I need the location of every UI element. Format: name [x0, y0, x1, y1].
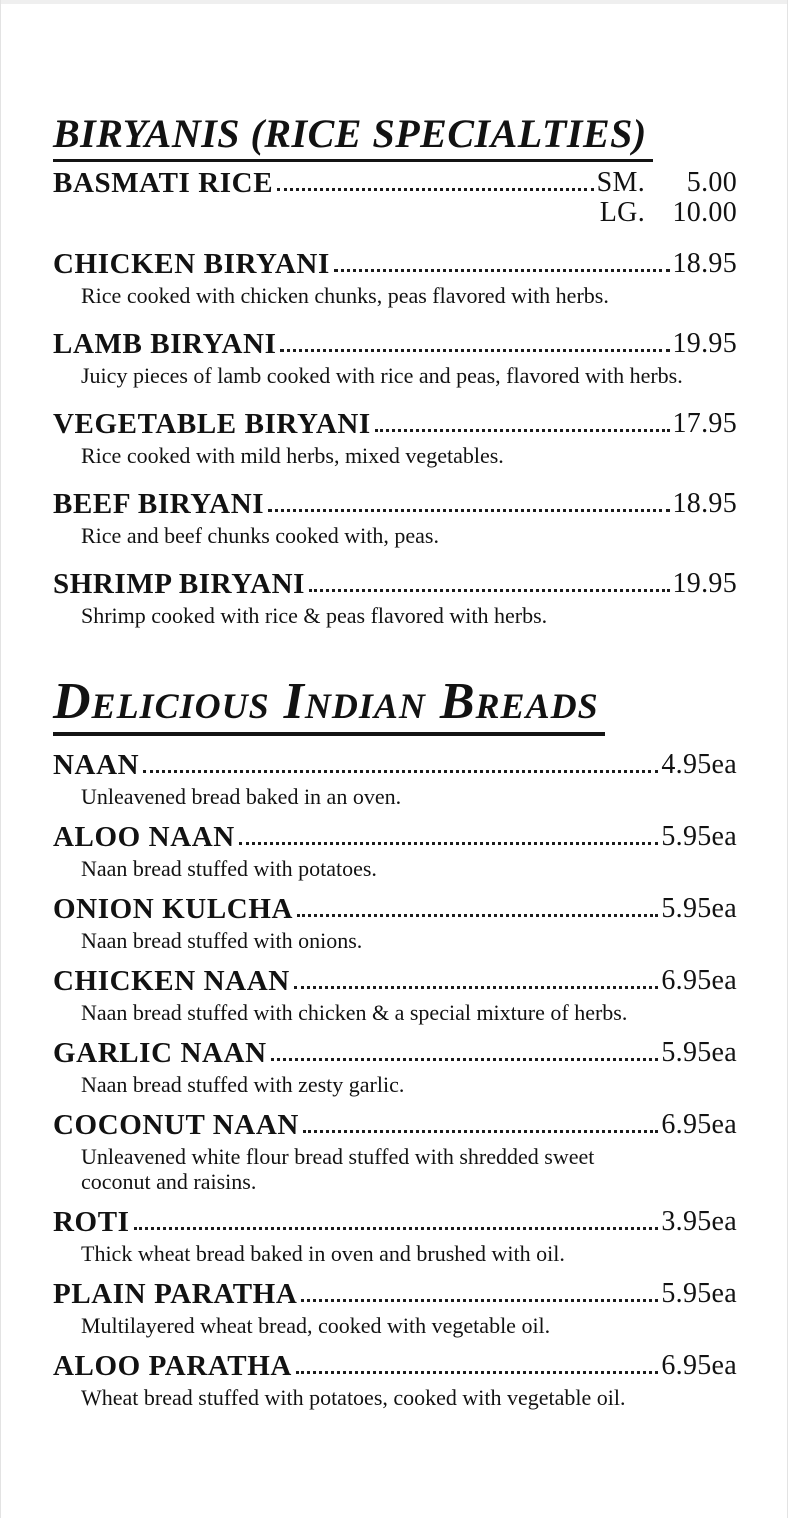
section-biryanis	[53, 112, 737, 628]
item-row	[53, 1279, 737, 1309]
menu-item-vegetable-biryani	[53, 409, 737, 468]
section-title-wrap	[53, 112, 737, 162]
item-row	[53, 489, 737, 519]
dotted-leader	[134, 1227, 659, 1230]
item-name: GARLIC NAAN	[53, 1037, 267, 1069]
menu-item-basmati-rice	[53, 168, 737, 228]
item-row	[53, 1207, 737, 1237]
item-description: Multilayered wheat bread, cooked with vegetable oil.	[81, 1313, 551, 1338]
item-price: 4.95ea	[661, 749, 737, 780]
dotted-leader	[296, 1371, 658, 1374]
item-price: 6.95ea	[661, 1350, 737, 1381]
section-title-biryanis: BIRYANIS (RICE SPECIALTIES)	[53, 112, 653, 162]
item-name: ALOO NAAN	[53, 821, 235, 853]
item-row	[53, 750, 737, 780]
item-description: Naan bread stuffed with potatoes.	[81, 856, 377, 881]
item-price: 18.95	[672, 488, 737, 519]
item-name: SHRIMP BIRYANI	[53, 568, 306, 600]
item-price: 5.95ea	[661, 1037, 737, 1068]
dotted-leader	[271, 1058, 659, 1061]
item-name: LAMB BIRYANI	[53, 328, 277, 360]
item-description: Naan bread stuffed with chicken & a special mixture of herbs.	[81, 1000, 628, 1025]
item-price: 17.95	[672, 408, 737, 439]
dotted-leader	[303, 1130, 658, 1133]
menu-item-coconut-naan	[53, 1110, 737, 1194]
item-price: 5.95ea	[661, 1278, 737, 1309]
menu-item-plain-paratha	[53, 1279, 737, 1338]
item-row	[53, 409, 737, 439]
item-row	[53, 1038, 737, 1068]
item-row	[53, 329, 737, 359]
item-name: BASMATI RICE	[53, 167, 274, 199]
section-title-wrap	[53, 673, 737, 736]
menu-item-naan	[53, 750, 737, 809]
item-row	[53, 894, 737, 924]
menu-item-beef-biryani	[53, 489, 737, 548]
item-row	[53, 966, 737, 996]
item-name: CHICKEN BIRYANI	[53, 248, 330, 280]
item-price: 3.95ea	[661, 1206, 737, 1237]
item-row	[53, 168, 737, 198]
item-row	[53, 249, 737, 279]
dotted-leader	[297, 914, 658, 917]
item-description: Rice and beef chunks cooked with, peas.	[81, 523, 439, 548]
menu-item-lamb-biryani	[53, 329, 737, 388]
item-name: PLAIN PARATHA	[53, 1278, 298, 1310]
item-price: 18.95	[672, 248, 737, 279]
menu-item-chicken-biryani	[53, 249, 737, 308]
section-title-breads: Delicious Indian Breads	[53, 676, 605, 736]
item-description: Thick wheat bread baked in oven and brushed with oil.	[81, 1241, 565, 1266]
item-row-size-large	[53, 198, 737, 228]
item-price: 19.95	[672, 328, 737, 359]
item-row	[53, 569, 737, 599]
item-row	[53, 1110, 737, 1140]
item-name: NAAN	[53, 749, 140, 781]
item-description: Shrimp cooked with rice & peas flavored with herbs.	[81, 603, 548, 628]
item-price: 19.95	[672, 568, 737, 599]
menu-item-aloo-paratha	[53, 1351, 737, 1410]
item-description: Rice cooked with chicken chunks, peas flavored with herbs.	[81, 283, 609, 308]
item-name: BEEF BIRYANI	[53, 488, 265, 520]
menu-content	[1, 0, 787, 1410]
dotted-leader	[277, 188, 593, 191]
menu-item-shrimp-biryani	[53, 569, 737, 628]
size-label-small: SM.	[596, 167, 645, 198]
item-name: ONION KULCHA	[53, 893, 294, 925]
item-price-small: 5.00	[686, 167, 737, 198]
item-price: 5.95ea	[661, 821, 737, 852]
item-description: Unleavened white flour bread stuffed with shredded sweet coconut and raisins.	[81, 1144, 595, 1194]
item-name: ALOO PARATHA	[53, 1350, 292, 1382]
item-price-large: 10.00	[672, 197, 737, 228]
item-description: Juicy pieces of lamb cooked with rice and peas, flavored with herbs.	[81, 363, 683, 388]
menu-item-roti	[53, 1207, 737, 1266]
item-row	[53, 1351, 737, 1381]
item-name: CHICKEN NAAN	[53, 965, 290, 997]
item-name: VEGETABLE BIRYANI	[53, 408, 371, 440]
dotted-leader	[301, 1299, 658, 1302]
item-row	[53, 822, 737, 852]
size-label-large: LG.	[599, 197, 645, 228]
item-name: ROTI	[53, 1206, 130, 1238]
item-name: COCONUT NAAN	[53, 1109, 299, 1141]
dotted-leader	[294, 986, 659, 989]
section-breads	[53, 673, 737, 1410]
item-description: Naan bread stuffed with zesty garlic.	[81, 1072, 405, 1097]
item-price: 5.95ea	[661, 893, 737, 924]
item-description: Rice cooked with mild herbs, mixed vegetables.	[81, 443, 504, 468]
item-description: Naan bread stuffed with onions.	[81, 928, 363, 953]
menu-item-chicken-naan	[53, 966, 737, 1025]
page-top-strip	[1, 0, 787, 4]
item-price: 6.95ea	[661, 1109, 737, 1140]
item-price: 6.95ea	[661, 965, 737, 996]
dotted-leader	[239, 842, 659, 845]
dotted-leader	[334, 269, 670, 272]
item-description: Unleavened bread baked in an oven.	[81, 784, 402, 809]
menu-item-onion-kulcha	[53, 894, 737, 953]
menu-item-aloo-naan	[53, 822, 737, 881]
dotted-leader	[280, 349, 669, 352]
dotted-leader	[268, 509, 669, 512]
dotted-leader	[143, 770, 658, 773]
dotted-leader	[375, 429, 670, 432]
item-description: Wheat bread stuffed with potatoes, cooked with vegetable oil.	[81, 1385, 626, 1410]
dotted-leader	[309, 589, 669, 592]
menu-item-garlic-naan	[53, 1038, 737, 1097]
